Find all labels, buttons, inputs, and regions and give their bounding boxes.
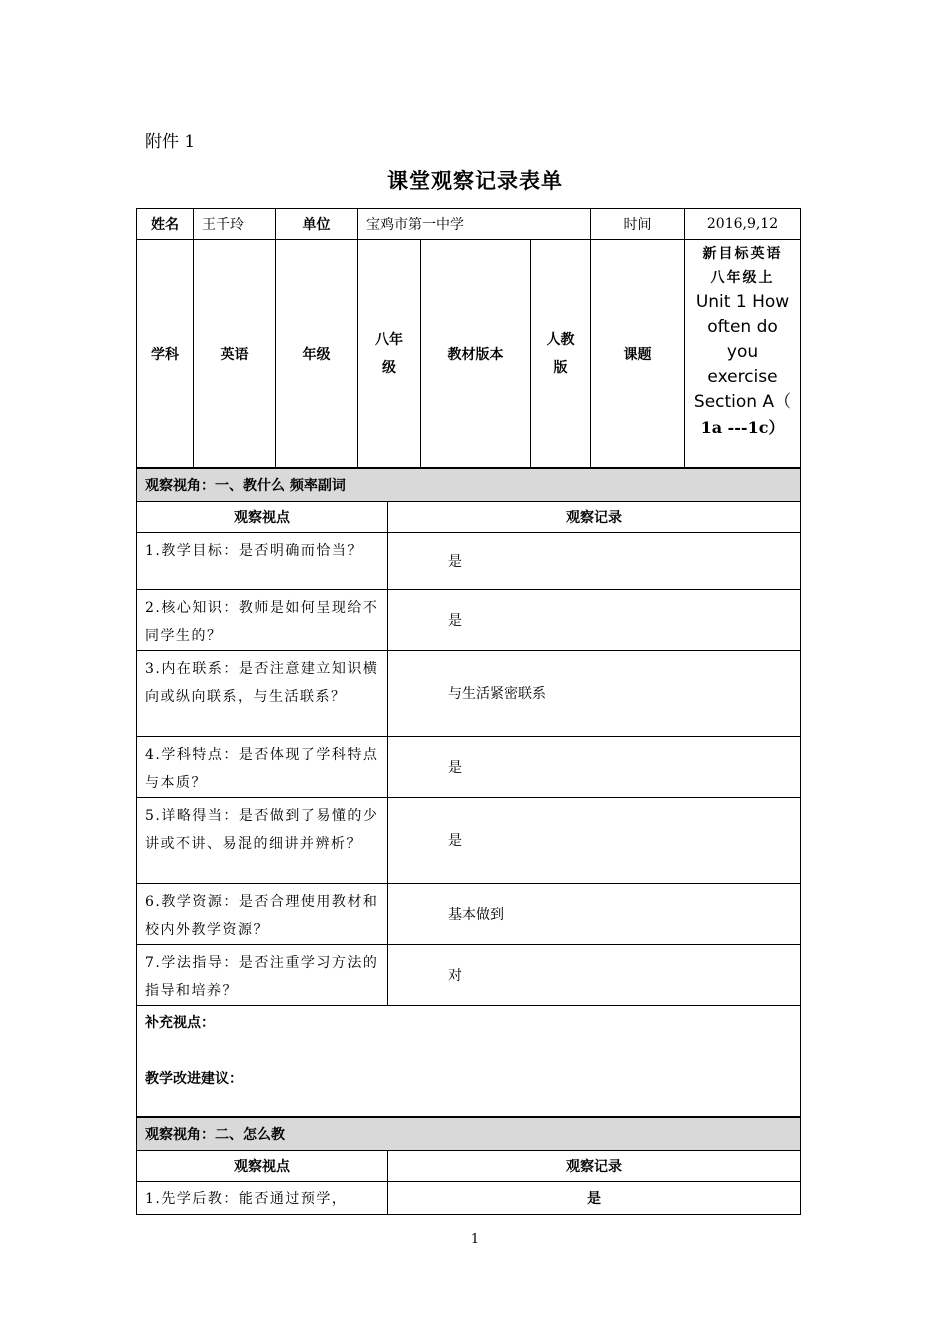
observation-record: 是 [388, 736, 801, 797]
table-row [137, 532, 801, 589]
observation-record: 对 [388, 944, 801, 1005]
table-row [137, 883, 801, 944]
time-label: 时间 [591, 209, 685, 240]
observation-record: 是 [388, 589, 801, 650]
lesson-cn-line1: 新目标英语 [702, 246, 783, 262]
section2-header: 观察视角：二、怎么教 [137, 1117, 801, 1150]
table-row [137, 1181, 801, 1214]
page-number: 1 [470, 1232, 480, 1247]
grade-label: 年级 [276, 240, 358, 468]
lesson-en-line3: you [726, 342, 759, 362]
observation-record: 与生活紧密联系 [388, 650, 801, 736]
observation-point: 1.教学目标：是否明确而恰当？ [137, 532, 388, 589]
section2-col-point: 观察视点 [137, 1150, 388, 1181]
table-row [137, 589, 801, 650]
subject-label: 学科 [137, 240, 194, 468]
observation-point: 1.先学后教：能否通过预学， [137, 1181, 388, 1214]
textbook-value-line1: 人教 [546, 331, 575, 348]
textbook-label: 教材版本 [421, 240, 531, 468]
section1-col-record: 观察记录 [388, 501, 801, 532]
observation-point: 7.学法指导：是否注重学习方法的指导和培养？ [137, 944, 388, 1005]
table-row [137, 944, 801, 1005]
lesson-en-line5: Section A（ [693, 392, 792, 412]
lesson-cn-line2: 八年级上 [710, 270, 775, 286]
name-label: 姓名 [137, 209, 194, 240]
lesson-value [685, 240, 801, 468]
observation-record: 是 [388, 532, 801, 589]
grade-value-line2: 级 [382, 359, 396, 376]
lesson-label: 课题 [591, 240, 685, 468]
table-row [137, 736, 801, 797]
subject-value: 英语 [194, 240, 276, 468]
document-title: 课堂观察记录表单 [387, 168, 563, 193]
section1-col-point: 观察视点 [137, 501, 388, 532]
section2-col-record: 观察记录 [388, 1150, 801, 1181]
observation-point: 5.详略得当：是否做到了易懂的少讲或不讲、易混的细讲并辨析？ [137, 797, 388, 883]
supplement-section [137, 1005, 801, 1117]
textbook-value [531, 240, 591, 468]
textbook-value-line2: 版 [553, 359, 568, 376]
time-value: 2016,9,12 [685, 209, 801, 240]
observation-table [136, 467, 801, 1215]
observation-point: 2.核心知识：教师是如何呈现给不同学生的？ [137, 589, 388, 650]
unit-value: 宝鸡市第一中学 [358, 209, 591, 240]
suggestion-label: 教学改进建议： [145, 1070, 243, 1087]
lesson-en-line6: 1a ---1c） [700, 418, 785, 437]
lesson-en-line2: often do [707, 317, 778, 337]
table-row [137, 797, 801, 883]
observation-point: 4.学科特点：是否体现了学科特点与本质？ [137, 736, 388, 797]
observation-point: 3.内在联系：是否注意建立知识横向或纵向联系，与生活联系？ [137, 650, 388, 736]
observation-point: 6.教学资源：是否合理使用教材和校内外教学资源？ [137, 883, 388, 944]
table-row [137, 650, 801, 736]
info-table [136, 208, 801, 468]
supplement-label: 补充视点： [145, 1014, 215, 1031]
lesson-en-line4: exercise [707, 367, 778, 387]
attachment-label: 附件 1 [145, 132, 196, 152]
unit-label: 单位 [276, 209, 358, 240]
observation-record: 基本做到 [388, 883, 801, 944]
grade-value [358, 240, 421, 468]
observation-record: 是 [388, 797, 801, 883]
observation-record: 是 [388, 1181, 801, 1214]
lesson-en-line1: Unit 1 How [695, 292, 790, 312]
grade-value-line1: 八年 [375, 331, 403, 348]
name-value: 王千玲 [194, 209, 276, 240]
section1-header: 观察视角：一、教什么 频率副词 [137, 468, 801, 501]
